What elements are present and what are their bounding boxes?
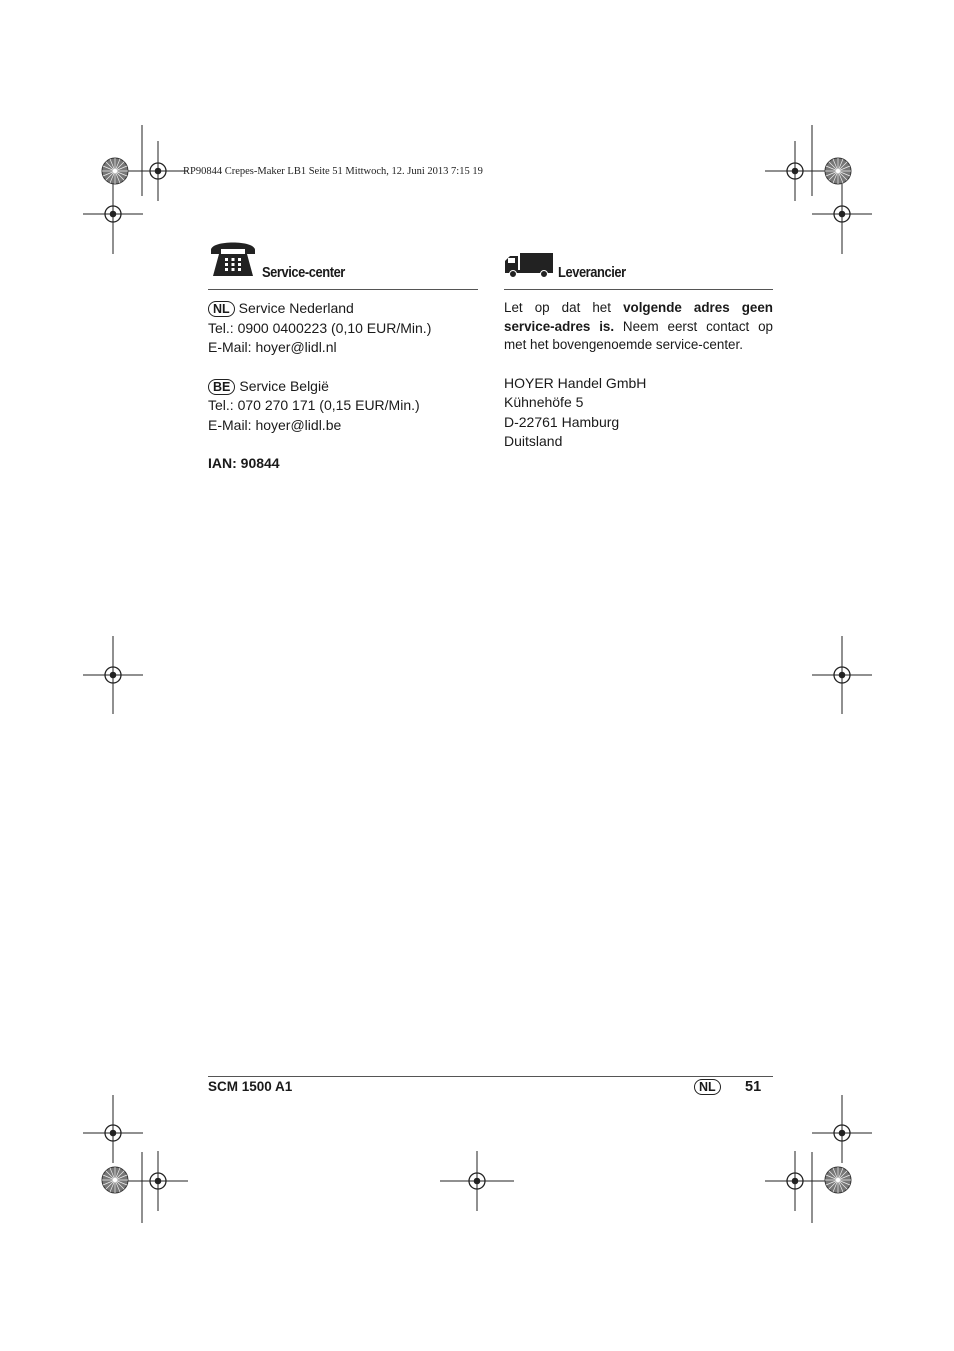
telephone-icon [208, 238, 258, 278]
service-nl-email: E-Mail: hoyer@lidl.nl [208, 339, 337, 355]
supplier-heading [504, 236, 773, 290]
be-country-badge: BE [208, 379, 235, 395]
supplier-note-post: Neem eerst contact op met het bovengenoemde service-center. [504, 318, 774, 352]
truck-icon [504, 252, 554, 278]
page-number: 51 [745, 1079, 762, 1095]
supplier-title: Leverancier [558, 264, 626, 281]
ian-number: IAN: 90844 [208, 455, 280, 471]
service-nl-name-line [208, 299, 478, 319]
service-center-title: Service-center [262, 264, 345, 281]
footer-model: SCM 1500 A1 [208, 1079, 293, 1094]
address-line: HOYER Handel GmbH [504, 374, 647, 391]
service-be-name-line [208, 377, 478, 397]
print-header: RP90844 Crepes-Maker LB1 Seite 51 Mittwoch, 12. Juni 2013 7:15 19 [183, 166, 483, 177]
footer-lang-label: NL [694, 1079, 721, 1095]
supplier-note-pre: Let op dat het [504, 300, 624, 315]
address-line: Kühnehöfe 5 [504, 394, 584, 410]
address-line: D-22761 Hamburg [504, 413, 620, 430]
service-nl-name: Service Nederland [238, 300, 354, 316]
service-center-section [208, 236, 478, 474]
service-contacts [208, 299, 478, 474]
service-center-heading [208, 236, 478, 290]
service-nl-tel: Tel.: 0900 0400223 (0,10 EUR/Min.) [208, 319, 432, 336]
supplier-note-bold: volgende adres geen service-adres is. [504, 300, 773, 334]
service-be-email: E-Mail: hoyer@lidl.be [208, 416, 342, 433]
supplier-section [504, 236, 773, 452]
footer-language-badge [694, 1078, 725, 1096]
address-line: Duitsland [504, 433, 563, 449]
supplier-address [504, 374, 773, 452]
supplier-note [504, 299, 773, 355]
service-be-name: Service België [239, 377, 329, 394]
footer-rule [208, 1076, 773, 1077]
nl-country-badge: NL [208, 301, 235, 317]
service-be-tel: Tel.: 070 270 171 (0,15 EUR/Min.) [208, 397, 420, 413]
